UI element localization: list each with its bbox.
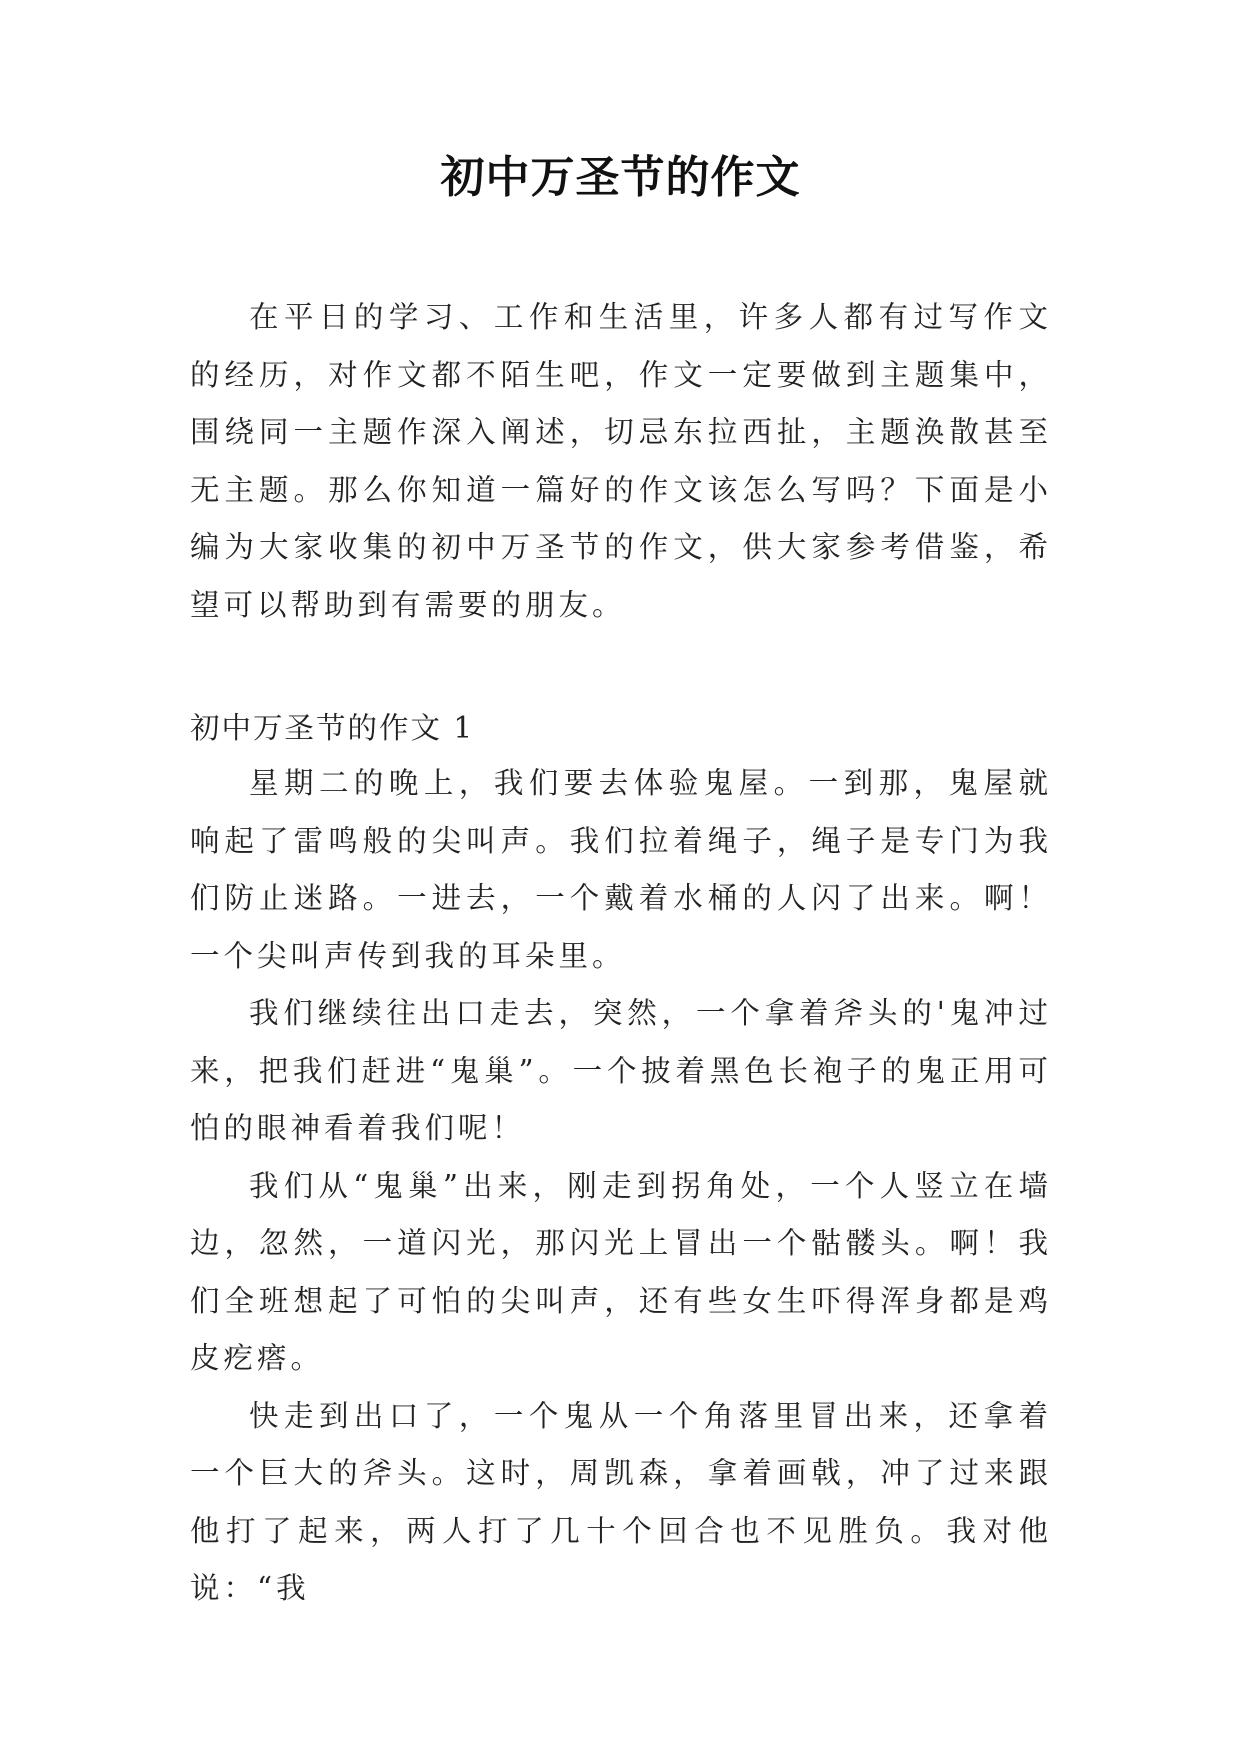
essay-paragraph-3: 我们从“鬼巢”出来，刚走到拐角处，一个人竖立在墙边，忽然，一道闪光，那闪光上冒出一个骷髅头。啊！我们全班想起了可怕的尖叫声，还有些女生吓得浑身都是鸡皮疙瘩。 [190, 1168, 1052, 1375]
essay-paragraph-1: 星期二的晚上，我们要去体验鬼屋。一到那，鬼屋就响起了雷鸣般的尖叫声。我们拉着绳子，绳子是专门为我们防止迷路。一进去，一个戴着水桶的人闪了出来。啊！一个尖叫声传到我的耳朵里。 [190, 766, 1052, 973]
intro-section [190, 289, 1052, 634]
essay-body [190, 755, 1052, 1618]
document-title: 初中万圣节的作文 [440, 152, 801, 203]
essay-paragraph-2: 我们继续往出口走去，突然，一个拿着斧头的'鬼冲过来，把我们赶进“鬼巢”。一个披着黑色长袍子的鬼正用可怕的眼神看着我们呢！ [190, 996, 1052, 1145]
intro-paragraph: 在平日的学习、工作和生活里，许多人都有过写作文的经历，对作文都不陌生吧，作文一定要做到主题集中，围绕同一主题作深入阐述，切忌东拉西扯，主题涣散甚至无主题。那么你知道一篇好的作文该怎么写吗？下面是小编为大家收集的初中万圣节的作文，供大家参考借鉴，希望可以帮助到有需要的朋友。 [190, 300, 1052, 622]
essay-paragraph-4: 快走到出口了，一个鬼从一个角落里冒出来，还拿着一个巨大的斧头。这时，周凯森，拿着画戟，冲了过来跟他打了起来，两人打了几十个回合也不见胜负。我对他说：“我 [190, 1398, 1052, 1605]
section-heading: 初中万圣节的作文 1 [190, 711, 475, 745]
